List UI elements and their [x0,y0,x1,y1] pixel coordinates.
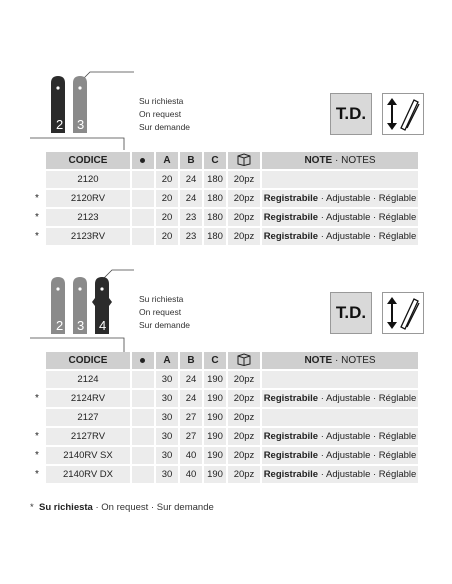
row-b: 23 [180,209,202,226]
row-a: 20 [156,209,178,226]
row-pz: 20pz [228,371,260,388]
col-notes: NOTE · NOTES [262,352,418,369]
row-code: 2127RV [46,428,130,445]
row-star: * [30,390,44,407]
row-marker [132,409,154,426]
row-code: 2120RV [46,190,130,207]
key-label-3: 3 [77,318,85,333]
col-notes: NOTE · NOTES [262,152,418,169]
row-b: 27 [180,409,202,426]
row-code: 2120 [46,171,130,188]
box-icon [228,152,260,169]
row-b: 40 [180,466,202,483]
row-b: 23 [180,228,202,245]
on-request-callout: Su richiesta On request Sur demande [139,294,191,330]
dot-icon [140,158,145,163]
row-marker [132,190,154,207]
row-star: * [30,466,44,483]
row-a: 20 [156,228,178,245]
key-label-4: 4 [99,318,107,333]
row-a: 30 [156,390,178,407]
row-marker [132,209,154,226]
row-star: * [30,209,44,226]
row-a: 30 [156,466,178,483]
row-note: Registrabile · Adjustable · Réglable [262,428,418,445]
row-marker [132,390,154,407]
key-label-2: 2 [56,117,64,132]
row-marker [132,171,154,188]
row-c: 180 [204,228,226,245]
row-c: 190 [204,409,226,426]
table-row [30,209,418,226]
row-a: 20 [156,190,178,207]
row-note [262,171,418,188]
footer-note: * Su richiesta · On request · Sur demande [30,502,214,513]
table-row [30,428,418,445]
row-marker [132,428,154,445]
row-b: 24 [180,390,202,407]
on-request-callout: Su richiesta On request Sur demande [139,96,191,132]
row-code: 2124 [46,371,130,388]
table-row [30,171,418,188]
row-pz: 20pz [228,466,260,483]
col-marker [132,152,154,169]
table-row [30,466,418,483]
key-blanks-illustration [30,70,140,150]
row-c: 190 [204,466,226,483]
td-badge: T.D. [330,292,372,334]
row-c: 190 [204,371,226,388]
row-marker [132,228,154,245]
key-label-3: 3 [77,117,85,132]
row-pz: 20pz [228,390,260,407]
col-a: A [156,152,178,169]
row-a: 30 [156,447,178,464]
adjustable-arrow-icon [382,292,424,334]
box-icon [228,352,260,369]
row-note: Registrabile · Adjustable · Réglable [262,228,418,245]
row-b: 40 [180,447,202,464]
row-note: Registrabile · Adjustable · Réglable [262,390,418,407]
col-marker [132,352,154,369]
row-star [30,371,44,388]
row-pz: 20pz [228,209,260,226]
row-b: 27 [180,428,202,445]
spec-table-2 [28,350,420,485]
key-blanks-illustration [30,268,140,352]
td-badge: T.D. [330,93,372,135]
row-star: * [30,190,44,207]
dot-icon [140,358,145,363]
table-row [30,390,418,407]
key-label-2: 2 [56,318,64,333]
row-code: 2123 [46,209,130,226]
row-note: Registrabile · Adjustable · Réglable [262,190,418,207]
spec-table-1 [28,150,420,247]
row-code: 2124RV [46,390,130,407]
row-pz: 20pz [228,171,260,188]
col-a: A [156,352,178,369]
col-c: C [204,352,226,369]
row-c: 180 [204,190,226,207]
col-codice: CODICE [46,152,130,169]
row-a: 20 [156,171,178,188]
row-code: 2140RV DX [46,466,130,483]
row-pz: 20pz [228,190,260,207]
col-b: B [180,152,202,169]
row-star: * [30,228,44,245]
row-star [30,409,44,426]
adjustable-arrow-icon [382,93,424,135]
row-star: * [30,447,44,464]
row-a: 30 [156,428,178,445]
row-c: 180 [204,209,226,226]
row-code: 2123RV [46,228,130,245]
row-b: 24 [180,371,202,388]
row-note: Registrabile · Adjustable · Réglable [262,466,418,483]
row-star: * [30,428,44,445]
row-note [262,371,418,388]
row-c: 180 [204,171,226,188]
row-c: 190 [204,428,226,445]
row-marker [132,447,154,464]
row-pz: 20pz [228,447,260,464]
table-row [30,228,418,245]
row-c: 190 [204,447,226,464]
row-note [262,409,418,426]
row-marker [132,466,154,483]
table-row [30,409,418,426]
row-code: 2127 [46,409,130,426]
table-row [30,190,418,207]
row-b: 24 [180,171,202,188]
row-pz: 20pz [228,428,260,445]
row-pz: 20pz [228,409,260,426]
col-b: B [180,352,202,369]
row-star [30,171,44,188]
row-c: 190 [204,390,226,407]
row-b: 24 [180,190,202,207]
row-code: 2140RV SX [46,447,130,464]
table-header-row [30,152,418,169]
table-row [30,371,418,388]
table-header-row [30,352,418,369]
row-a: 30 [156,409,178,426]
row-pz: 20pz [228,228,260,245]
table-row [30,447,418,464]
row-note: Registrabile · Adjustable · Réglable [262,209,418,226]
row-note: Registrabile · Adjustable · Réglable [262,447,418,464]
col-codice: CODICE [46,352,130,369]
row-marker [132,371,154,388]
col-c: C [204,152,226,169]
row-a: 30 [156,371,178,388]
